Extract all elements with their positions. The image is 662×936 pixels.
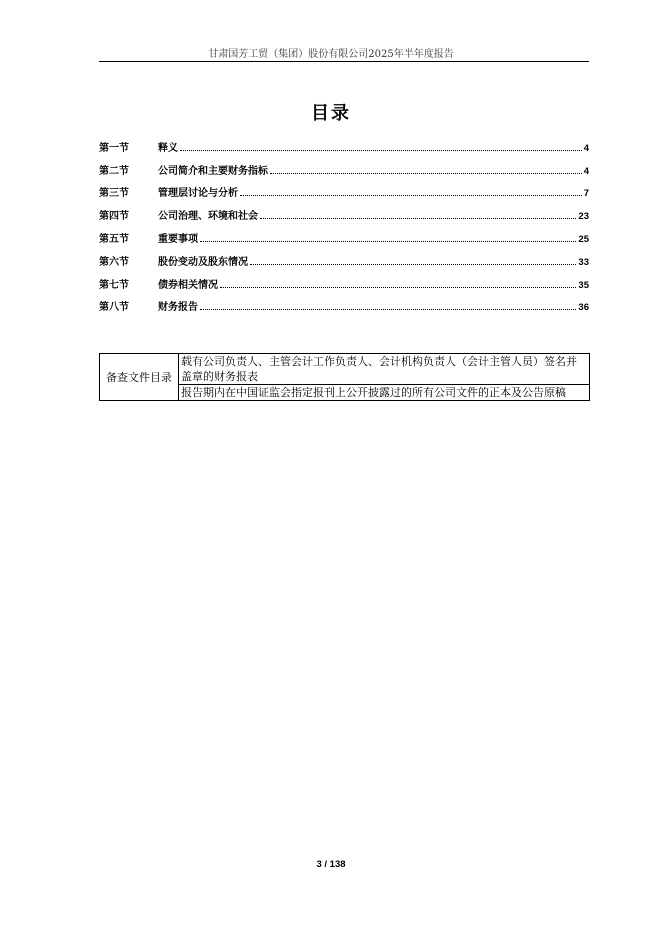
toc-section-name: 股份变动及股东情况	[158, 256, 248, 268]
toc-entry[interactable]	[99, 154, 589, 177]
toc-entry[interactable]	[99, 222, 589, 245]
toc-section-name: 管理层讨论与分析	[158, 188, 238, 200]
toc-entry[interactable]	[99, 291, 589, 314]
toc-leader-dots	[220, 287, 576, 288]
toc-section-name: 公司简介和主要财务指标	[158, 165, 268, 177]
reference-documents-table	[99, 353, 590, 401]
toc-entry[interactable]	[99, 268, 589, 291]
toc-leader-dots	[200, 241, 576, 242]
toc-page-number: 33	[578, 256, 589, 268]
toc-page-number: 25	[578, 233, 589, 245]
toc-section-number: 第四节	[99, 211, 129, 223]
toc-page-number: 35	[578, 279, 589, 291]
toc-entry[interactable]	[99, 199, 589, 222]
table-row	[100, 354, 590, 385]
toc-leader-dots	[240, 195, 582, 196]
reference-doc-item: 报告期内在中国证监会指定报刊上公开披露过的所有公司文件的正本及公告原稿	[179, 385, 590, 401]
document-header-title: 甘肃国芳工贸（集团）股份有限公司2025年半年度报告	[208, 49, 454, 60]
toc-section-number: 第一节	[99, 142, 129, 154]
toc-title: 目录	[311, 103, 351, 124]
toc-leader-dots	[180, 150, 582, 151]
toc-entry[interactable]	[99, 245, 589, 268]
toc-page-number: 7	[583, 188, 589, 200]
toc-leader-dots	[260, 218, 576, 219]
reference-doc-item: 载有公司负责人、主管会计工作负责人、会计机构负责人（会计主管人员）签名并盖章的财务报表	[179, 354, 590, 385]
toc-section-name: 公司治理、环境和社会	[158, 211, 258, 223]
toc-section-number: 第七节	[99, 279, 129, 291]
toc-page-number: 4	[583, 165, 589, 177]
page-number-footer: 3 / 138	[316, 859, 346, 870]
toc-leader-dots	[250, 264, 576, 265]
toc-section-name: 财务报告	[158, 302, 198, 314]
toc-leader-dots	[270, 173, 582, 174]
header-divider	[99, 61, 589, 62]
toc-section-number: 第三节	[99, 188, 129, 200]
reference-docs-label: 备查文件目录	[100, 354, 179, 401]
toc-page-number: 36	[578, 302, 589, 314]
toc-entry[interactable]	[99, 131, 589, 154]
toc-section-number: 第六节	[99, 256, 129, 268]
toc-entry[interactable]	[99, 177, 589, 200]
toc-section-number: 第二节	[99, 165, 129, 177]
toc-leader-dots	[200, 309, 576, 310]
table-of-contents	[99, 131, 589, 313]
toc-page-number: 4	[583, 142, 589, 154]
toc-page-number: 23	[578, 211, 589, 223]
toc-section-name: 重要事项	[158, 233, 198, 245]
toc-section-number: 第八节	[99, 302, 129, 314]
toc-section-name: 释义	[158, 142, 178, 154]
toc-section-name: 债券相关情况	[158, 279, 218, 291]
toc-section-number: 第五节	[99, 233, 129, 245]
